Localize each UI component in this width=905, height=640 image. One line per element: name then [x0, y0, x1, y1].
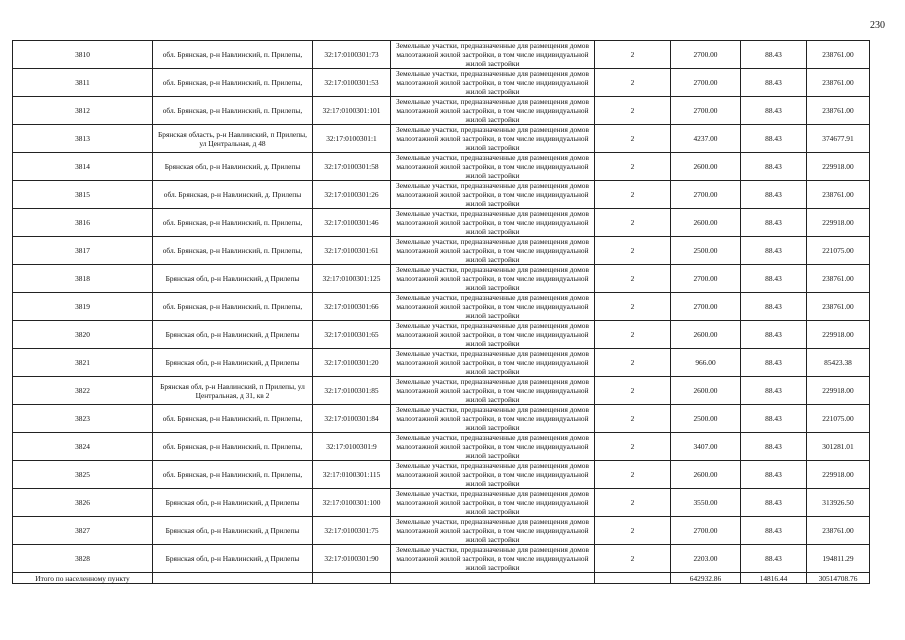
table-row	[13, 405, 870, 433]
cadastral-value-cell: 229918.00	[807, 461, 870, 489]
category-cell: 2	[595, 545, 671, 573]
row-number-cell: 3827	[13, 517, 153, 545]
category-cell: 2	[595, 377, 671, 405]
row-number-cell: 3816	[13, 209, 153, 237]
row-number-cell: 3823	[13, 405, 153, 433]
cadastral-number-cell: 32:17:0100301:46	[313, 209, 391, 237]
land-use-cell: Земельные участки, предназначенные для размещения домов малоэтажной жилой застройки, в том числе индивидуальной жилой застройки	[391, 69, 595, 97]
category-cell: 2	[595, 321, 671, 349]
row-number-cell: 3818	[13, 265, 153, 293]
table-row	[13, 433, 870, 461]
specific-value-cell: 88.43	[741, 377, 807, 405]
land-use-cell: Земельные участки, предназначенные для размещения домов малоэтажной жилой застройки, в том числе индивидуальной жилой застройки	[391, 41, 595, 69]
row-number-cell: 3810	[13, 41, 153, 69]
land-use-cell: Земельные участки, предназначенные для размещения домов малоэтажной жилой застройки, в том числе индивидуальной жилой застройки	[391, 405, 595, 433]
cadastral-value-cell: 374677.91	[807, 125, 870, 153]
cadastral-value-cell: 238761.00	[807, 97, 870, 125]
specific-value-cell: 88.43	[741, 153, 807, 181]
area-cell: 2600.00	[671, 377, 741, 405]
land-use-cell: Земельные участки, предназначенные для размещения домов малоэтажной жилой застройки, в том числе индивидуальной жилой застройки	[391, 461, 595, 489]
table-row	[13, 461, 870, 489]
specific-value-cell: 88.43	[741, 433, 807, 461]
row-number-cell: 3821	[13, 349, 153, 377]
total-rate: 14816.44	[741, 573, 807, 584]
land-use-cell: Земельные участки, предназначенные для размещения домов малоэтажной жилой застройки, в том числе индивидуальной жилой застройки	[391, 433, 595, 461]
address-cell: обл. Брянская, р-н Навлинский, п. Прилепы,	[153, 461, 313, 489]
cadastral-value-cell: 194811.29	[807, 545, 870, 573]
land-use-cell: Земельные участки, предназначенные для размещения домов малоэтажной жилой застройки, в том числе индивидуальной жилой застройки	[391, 97, 595, 125]
category-cell: 2	[595, 69, 671, 97]
row-number-cell: 3813	[13, 125, 153, 153]
table-row	[13, 181, 870, 209]
land-use-cell: Земельные участки, предназначенные для размещения домов малоэтажной жилой застройки, в том числе индивидуальной жилой застройки	[391, 237, 595, 265]
category-cell: 2	[595, 181, 671, 209]
category-cell: 2	[595, 433, 671, 461]
specific-value-cell: 88.43	[741, 489, 807, 517]
area-cell: 2700.00	[671, 293, 741, 321]
cadastral-number-cell: 32:17:0100301:115	[313, 461, 391, 489]
land-use-cell: Земельные участки, предназначенные для размещения домов малоэтажной жилой застройки, в том числе индивидуальной жилой застройки	[391, 489, 595, 517]
address-cell: обл. Брянская, р-н Навлинский, п. Прилепы,	[153, 433, 313, 461]
category-cell: 2	[595, 517, 671, 545]
address-cell: Брянская обл, р-н Навлинский, д. Прилепы	[153, 153, 313, 181]
category-cell: 2	[595, 153, 671, 181]
specific-value-cell: 88.43	[741, 69, 807, 97]
table-row	[13, 545, 870, 573]
category-cell: 2	[595, 293, 671, 321]
area-cell: 3550.00	[671, 489, 741, 517]
table-body	[13, 41, 870, 573]
area-cell: 2203.00	[671, 545, 741, 573]
area-cell: 3407.00	[671, 433, 741, 461]
table-row	[13, 265, 870, 293]
category-cell: 2	[595, 461, 671, 489]
row-number-cell: 3822	[13, 377, 153, 405]
table-row	[13, 125, 870, 153]
address-cell: обл. Брянская, р-н Навлинский, д. Прилепы	[153, 181, 313, 209]
row-number-cell: 3817	[13, 237, 153, 265]
cadastral-value-cell: 221075.00	[807, 237, 870, 265]
address-cell: Брянская обл, р-н Навлинский, д Прилепы	[153, 517, 313, 545]
table-row	[13, 517, 870, 545]
land-use-cell: Земельные участки, предназначенные для размещения домов малоэтажной жилой застройки, в том числе индивидуальной жилой застройки	[391, 321, 595, 349]
specific-value-cell: 88.43	[741, 181, 807, 209]
address-cell: Брянская обл, р-н Навлинский, д Прилепы	[153, 489, 313, 517]
cadastral-value-cell: 229918.00	[807, 209, 870, 237]
cadastral-number-cell: 32:17:0100301:66	[313, 293, 391, 321]
page-number: 230	[870, 20, 885, 31]
category-cell: 2	[595, 41, 671, 69]
area-cell: 2700.00	[671, 181, 741, 209]
land-use-cell: Земельные участки, предназначенные для размещения домов малоэтажной жилой застройки, в том числе индивидуальной жилой застройки	[391, 545, 595, 573]
table-row	[13, 489, 870, 517]
address-cell: обл. Брянская, р-н Навлинский, п. Прилепы,	[153, 293, 313, 321]
area-cell: 2700.00	[671, 265, 741, 293]
total-empty-cell	[313, 573, 391, 584]
total-row	[13, 573, 870, 584]
total-empty-cell	[595, 573, 671, 584]
cadastral-value-cell: 85423.38	[807, 349, 870, 377]
area-cell: 2500.00	[671, 405, 741, 433]
area-cell: 2700.00	[671, 69, 741, 97]
cadastral-number-cell: 32:17:0100301:1	[313, 125, 391, 153]
table-row	[13, 153, 870, 181]
table-row	[13, 293, 870, 321]
total-empty-cell	[153, 573, 313, 584]
specific-value-cell: 88.43	[741, 209, 807, 237]
row-number-cell: 3811	[13, 69, 153, 97]
cadastral-value-cell: 238761.00	[807, 41, 870, 69]
address-cell: Брянская область, р-н Навлинский, п Прилепы, ул Центральная, д 48	[153, 125, 313, 153]
specific-value-cell: 88.43	[741, 545, 807, 573]
row-number-cell: 3824	[13, 433, 153, 461]
row-number-cell: 3812	[13, 97, 153, 125]
area-cell: 2700.00	[671, 97, 741, 125]
category-cell: 2	[595, 489, 671, 517]
total-label: Итого по населенному пункту	[13, 573, 153, 584]
land-use-cell: Земельные участки, предназначенные для размещения домов малоэтажной жилой застройки, в том числе индивидуальной жилой застройки	[391, 349, 595, 377]
specific-value-cell: 88.43	[741, 517, 807, 545]
table-row	[13, 69, 870, 97]
area-cell: 2700.00	[671, 41, 741, 69]
address-cell: Брянская обл, р-н Навлинский, д Прилепы	[153, 265, 313, 293]
cadastral-number-cell: 32:17:0100301:85	[313, 377, 391, 405]
category-cell: 2	[595, 97, 671, 125]
address-cell: обл. Брянская, р-н Навлинский, п. Прилепы,	[153, 237, 313, 265]
table-row	[13, 209, 870, 237]
area-cell: 966.00	[671, 349, 741, 377]
cadastral-value-cell: 238761.00	[807, 69, 870, 97]
cadastral-number-cell: 32:17:0100301:9	[313, 433, 391, 461]
cadastral-value-cell: 221075.00	[807, 405, 870, 433]
total-area: 642932.86	[671, 573, 741, 584]
cadastral-number-cell: 32:17:0100301:58	[313, 153, 391, 181]
cadastral-value-cell: 238761.00	[807, 265, 870, 293]
address-cell: обл. Брянская, р-н Навлинский, п. Прилепы,	[153, 97, 313, 125]
cadastral-value-cell: 301281.01	[807, 433, 870, 461]
row-number-cell: 3819	[13, 293, 153, 321]
cadastral-value-table	[12, 40, 870, 584]
cadastral-value-cell: 229918.00	[807, 153, 870, 181]
row-number-cell: 3825	[13, 461, 153, 489]
table-row	[13, 321, 870, 349]
cadastral-value-cell: 238761.00	[807, 181, 870, 209]
address-cell: Брянская обл, р-н Навлинский, д Прилепы	[153, 545, 313, 573]
table-row	[13, 377, 870, 405]
specific-value-cell: 88.43	[741, 293, 807, 321]
row-number-cell: 3826	[13, 489, 153, 517]
area-cell: 4237.00	[671, 125, 741, 153]
row-number-cell: 3820	[13, 321, 153, 349]
land-use-cell: Земельные участки, предназначенные для размещения домов малоэтажной жилой застройки, в том числе индивидуальной жилой застройки	[391, 125, 595, 153]
land-use-cell: Земельные участки, предназначенные для размещения домов малоэтажной жилой застройки, в том числе индивидуальной жилой застройки	[391, 293, 595, 321]
address-cell: обл. Брянская, р-н Навлинский, п. Прилепы,	[153, 69, 313, 97]
cadastral-value-cell: 238761.00	[807, 517, 870, 545]
cadastral-number-cell: 32:17:0100301:73	[313, 41, 391, 69]
category-cell: 2	[595, 265, 671, 293]
table-row	[13, 349, 870, 377]
row-number-cell: 3828	[13, 545, 153, 573]
cadastral-number-cell: 32:17:0100301:20	[313, 349, 391, 377]
category-cell: 2	[595, 349, 671, 377]
address-cell: Брянская обл, р-н Навлинский, д Прилепы	[153, 321, 313, 349]
specific-value-cell: 88.43	[741, 41, 807, 69]
category-cell: 2	[595, 125, 671, 153]
specific-value-cell: 88.43	[741, 321, 807, 349]
cadastral-value-cell: 229918.00	[807, 377, 870, 405]
cadastral-number-cell: 32:17:0100301:125	[313, 265, 391, 293]
cadastral-number-cell: 32:17:0100301:100	[313, 489, 391, 517]
cadastral-number-cell: 32:17:0100301:90	[313, 545, 391, 573]
cadastral-number-cell: 32:17:0100301:53	[313, 69, 391, 97]
row-number-cell: 3815	[13, 181, 153, 209]
specific-value-cell: 88.43	[741, 461, 807, 489]
cadastral-number-cell: 32:17:0100301:61	[313, 237, 391, 265]
specific-value-cell: 88.43	[741, 125, 807, 153]
table-row	[13, 237, 870, 265]
land-use-cell: Земельные участки, предназначенные для размещения домов малоэтажной жилой застройки, в том числе индивидуальной жилой застройки	[391, 377, 595, 405]
specific-value-cell: 88.43	[741, 237, 807, 265]
area-cell: 2600.00	[671, 461, 741, 489]
cadastral-value-cell: 229918.00	[807, 321, 870, 349]
cadastral-value-cell: 238761.00	[807, 293, 870, 321]
cadastral-number-cell: 32:17:0100301:75	[313, 517, 391, 545]
address-cell: Брянская обл, р-н Навлинский, п Прилепы, ул Центральная, д 31, кв 2	[153, 377, 313, 405]
total-empty-cell	[391, 573, 595, 584]
address-cell: обл. Брянская, р-н Навлинский, п. Прилепы,	[153, 41, 313, 69]
total-cost: 30514708.76	[807, 573, 870, 584]
address-cell: обл. Брянская, р-н Навлинский, п. Прилепы,	[153, 209, 313, 237]
land-use-cell: Земельные участки, предназначенные для размещения домов малоэтажной жилой застройки, в том числе индивидуальной жилой застройки	[391, 265, 595, 293]
cadastral-number-cell: 32:17:0100301:101	[313, 97, 391, 125]
land-use-cell: Земельные участки, предназначенные для размещения домов малоэтажной жилой застройки, в том числе индивидуальной жилой застройки	[391, 153, 595, 181]
category-cell: 2	[595, 209, 671, 237]
row-number-cell: 3814	[13, 153, 153, 181]
area-cell: 2500.00	[671, 237, 741, 265]
area-cell: 2600.00	[671, 153, 741, 181]
land-use-cell: Земельные участки, предназначенные для размещения домов малоэтажной жилой застройки, в том числе индивидуальной жилой застройки	[391, 181, 595, 209]
cadastral-number-cell: 32:17:0100301:65	[313, 321, 391, 349]
specific-value-cell: 88.43	[741, 405, 807, 433]
address-cell: обл. Брянская, р-н Навлинский, п. Прилепы,	[153, 405, 313, 433]
land-use-cell: Земельные участки, предназначенные для размещения домов малоэтажной жилой застройки, в том числе индивидуальной жилой застройки	[391, 209, 595, 237]
cadastral-number-cell: 32:17:0100301:26	[313, 181, 391, 209]
cadastral-number-cell: 32:17:0100301:84	[313, 405, 391, 433]
area-cell: 2600.00	[671, 209, 741, 237]
specific-value-cell: 88.43	[741, 97, 807, 125]
category-cell: 2	[595, 237, 671, 265]
area-cell: 2600.00	[671, 321, 741, 349]
table-row	[13, 97, 870, 125]
area-cell: 2700.00	[671, 517, 741, 545]
specific-value-cell: 88.43	[741, 265, 807, 293]
specific-value-cell: 88.43	[741, 349, 807, 377]
category-cell: 2	[595, 405, 671, 433]
table-row	[13, 41, 870, 69]
land-use-cell: Земельные участки, предназначенные для размещения домов малоэтажной жилой застройки, в том числе индивидуальной жилой застройки	[391, 517, 595, 545]
address-cell: Брянская обл, р-н Навлинский, д Прилепы	[153, 349, 313, 377]
cadastral-value-cell: 313926.50	[807, 489, 870, 517]
